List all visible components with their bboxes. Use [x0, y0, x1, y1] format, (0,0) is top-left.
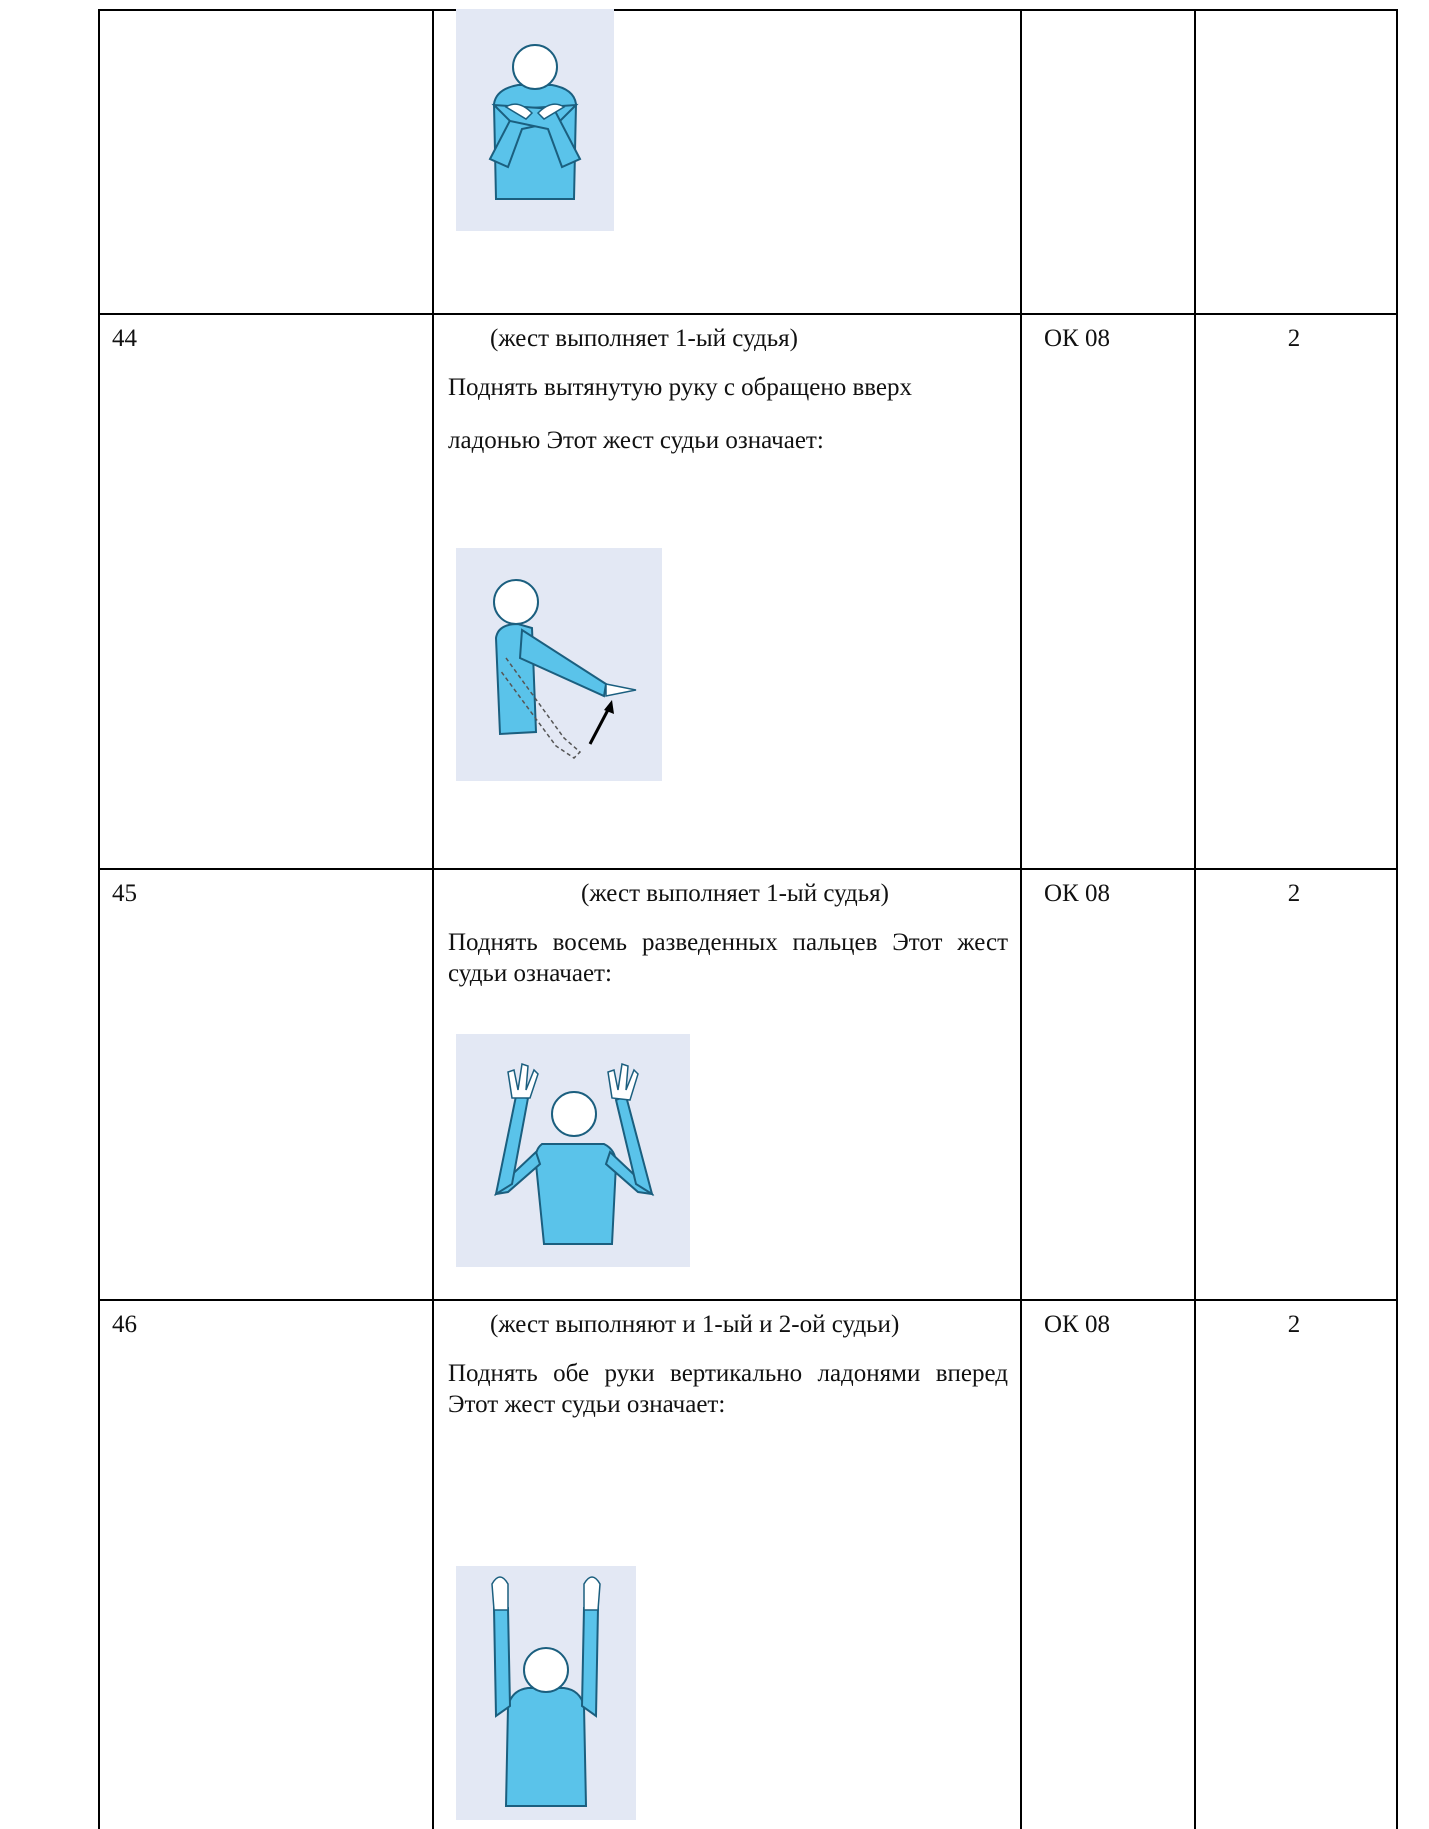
row-divider — [98, 1299, 1398, 1301]
question-text — [448, 323, 1008, 478]
question-text — [448, 878, 1008, 1011]
eight-fingers-gesture-icon — [456, 1034, 690, 1267]
question-line: Поднять вытянутую руку с обращено вверх — [448, 374, 913, 401]
questions-table — [98, 9, 1398, 1829]
gesture-note: (жест выполняет 1-ый судья) — [490, 325, 798, 352]
raised-arm-gesture-icon — [456, 548, 662, 781]
competency-code: ОК 08 — [1044, 325, 1110, 352]
table-border-left — [98, 9, 100, 1829]
column-divider — [432, 9, 434, 1829]
column-divider — [1020, 9, 1022, 1829]
row-divider — [98, 313, 1398, 315]
score: 2 — [1287, 325, 1301, 352]
question-text — [448, 1309, 1008, 1442]
row-divider — [98, 868, 1398, 870]
crossed-arms-gesture-icon — [456, 9, 614, 231]
competency-code: ОК 08 — [1044, 1311, 1110, 1338]
competency-code: ОК 08 — [1044, 880, 1110, 907]
column-divider — [1194, 9, 1196, 1829]
score: 2 — [1287, 1311, 1301, 1338]
row-divider — [98, 9, 1398, 11]
question-line: ладонью Этот жест судьи означает: — [448, 427, 824, 454]
question-line: Поднять обе руки вертикально ладонями вперед Этот жест судьи означает: — [448, 1360, 1008, 1418]
row-number: 44 — [112, 325, 137, 352]
table-border-right — [1396, 9, 1398, 1829]
question-line: Поднять восемь разведенных пальцев Этот жест судьи означает: — [448, 929, 1008, 987]
score: 2 — [1287, 880, 1301, 907]
row-number: 45 — [112, 880, 137, 907]
gesture-note: (жест выполняют и 1-ый и 2-ой судьи) — [490, 1311, 900, 1338]
both-hands-up-gesture-icon — [456, 1566, 636, 1820]
row-number: 46 — [112, 1311, 137, 1338]
gesture-note: (жест выполняет 1-ый судья) — [581, 880, 889, 907]
